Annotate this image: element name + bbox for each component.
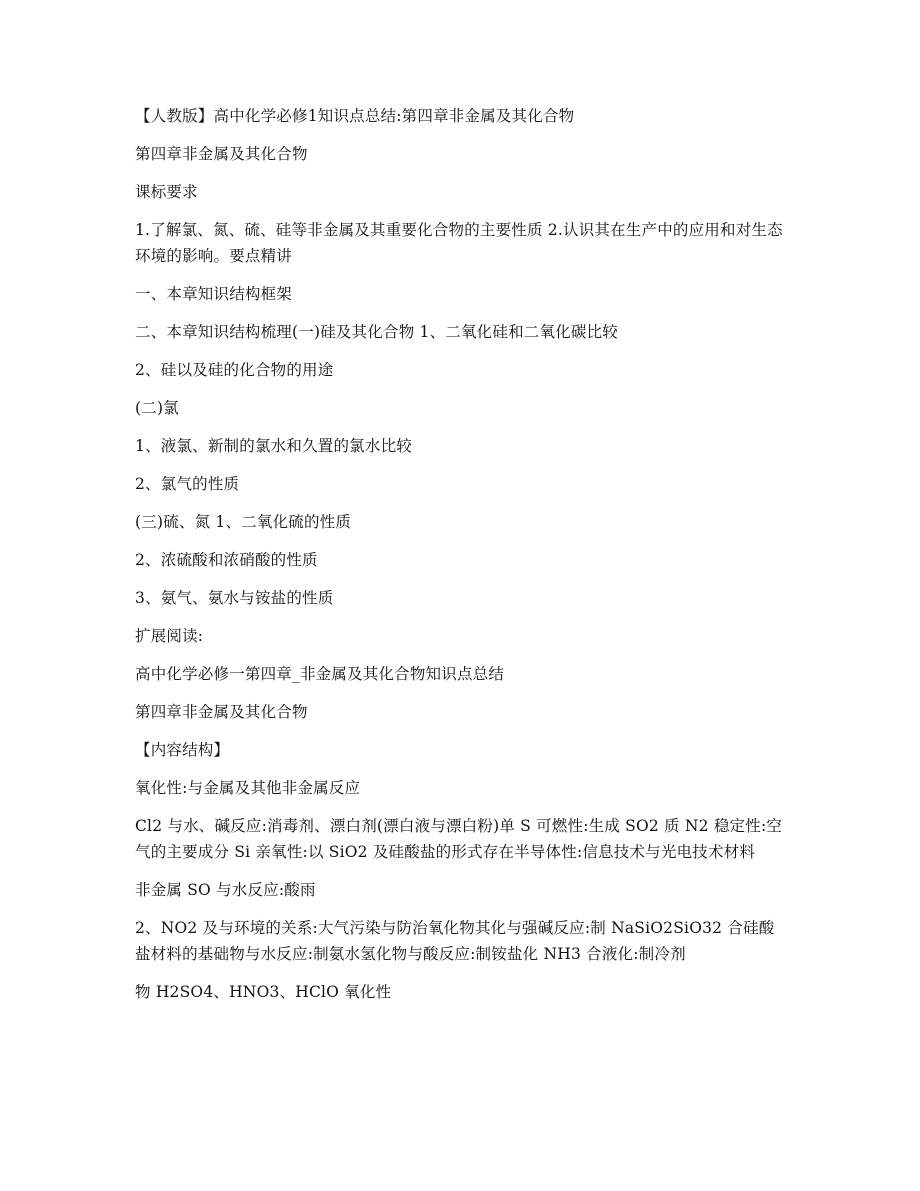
outline-item: 2、浓硫酸和浓硝酸的性质 [135,551,318,569]
section-heading-requirements: 课标要求 [135,183,198,201]
outline-item: 3、氨气、氨水与铵盐的性质 [135,589,334,607]
body-paragraph: 物 H2SO4、HNO3、HClO 氧化性 [135,983,392,1001]
chapter-heading-repeat: 第四章非金属及其化合物 [135,703,308,721]
outline-item: (三)硫、氮 1、二氧化硫的性质 [135,513,352,531]
extended-reading-label: 扩展阅读: [135,627,204,645]
outline-item: 2、硅以及硅的化合物的用途 [135,361,334,379]
body-paragraph: Cl2 与水、碱反应:消毒剂、漂白剂(漂白液与漂白粉)单 S 可燃性:生成 SO2 质 N2 稳定性:空气的主要成分 Si 亲氧性:以 SiO2 及硅酸盐的形式存在半导体性:信息技术与光电技术材料 [135,817,783,861]
body-paragraph: 氧化性:与金属及其他非金属反应 [135,779,361,797]
outline-item: 1、液氯、新制的氯水和久置的氯水比较 [135,437,412,455]
outline-item: 2、氯气的性质 [135,475,240,493]
requirements-paragraph: 1.了解氯、氮、硫、硅等非金属及其重要化合物的主要性质 2.认识其在生产中的应用和对生态环境的影响。要点精讲 [135,221,783,265]
extended-reading-title: 高中化学必修一第四章_非金属及其化合物知识点总结 [135,665,505,683]
content-structure-heading: 【内容结构】 [135,741,230,759]
outline-item: (二)氯 [135,399,179,417]
body-paragraph: 2、NO2 及与环境的关系:大气污染与防治氧化物其化与强碱反应:制 NaSiO2SiO32 合硅酸盐材料的基础物与水反应:制氨水氢化物与酸反应:制铵盐化 NH3 合液化:制冷剂 [135,919,775,963]
outline-item: 二、本章知识结构梳理(一)硅及其化合物 1、二氧化硅和二氧化碳比较 [135,323,618,341]
document-title: 【人教版】高中化学必修1知识点总结:第四章非金属及其化合物 [135,107,575,125]
body-paragraph: 非金属 SO 与水反应:酸雨 [135,881,316,899]
outline-item: 一、本章知识结构框架 [135,285,293,303]
chapter-heading: 第四章非金属及其化合物 [135,145,308,163]
